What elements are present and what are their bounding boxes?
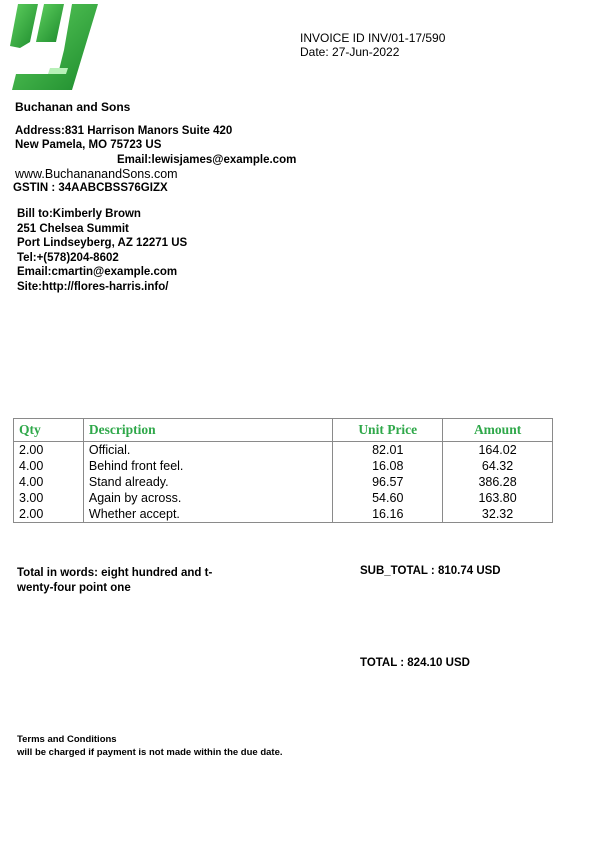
cell-qty: 2.00 [14,506,84,523]
table-row [14,490,553,506]
terms-text: will be charged if payment is not made within the due date. [17,746,283,758]
cell-description: Whether accept. [83,506,332,523]
cell-unit-price: 16.16 [333,506,443,523]
cell-unit-price: 54.60 [333,490,443,506]
table-row [14,458,553,474]
table-row [14,506,553,523]
seller-gstin: GSTIN : 34AABCBSS76GIZX [13,182,168,194]
header-amount: Amount [443,419,553,442]
cell-qty: 2.00 [14,442,84,459]
total-in-words [17,566,237,596]
cell-qty: 4.00 [14,474,84,490]
seller-email: Email:lewisjames@example.com [117,154,297,166]
seller-name: Buchanan and Sons [15,100,131,114]
seller-website[interactable]: www.BuchananandSons.com [15,167,178,181]
cell-unit-price: 96.57 [333,474,443,490]
cell-unit-price: 82.01 [333,442,443,459]
terms-title: Terms and Conditions [17,734,117,745]
bill-to-tel: Tel:+(578)204-8602 [17,251,119,264]
invoice-header [300,31,445,59]
bill-to-street: 251 Chelsea Summit [17,222,129,235]
cell-description: Stand already. [83,474,332,490]
header-qty: Qty [14,419,84,442]
bill-to-email: Email:cmartin@example.com [17,266,178,278]
cell-description: Again by across. [83,490,332,506]
cell-amount: 164.02 [443,442,553,459]
header-description: Description [83,419,332,442]
total-in-words-line2: wenty-four point one [17,582,131,594]
cell-amount: 64.32 [443,458,553,474]
bill-to-site: Site:http://flores-harris.info/ [17,280,169,293]
seller-address-line1: Address:831 Harrison Manors Suite 420 [15,125,233,137]
invoice-date: Date: 27-Jun-2022 [300,45,400,59]
subtotal: SUB_TOTAL : 810.74 USD [360,565,501,577]
total-in-words-line1: Total in words: eight hundred and t- [17,567,213,579]
bill-to-name: Bill to:Kimberly Brown [17,208,141,220]
cell-amount: 163.80 [443,490,553,506]
cell-unit-price: 16.08 [333,458,443,474]
cell-qty: 3.00 [14,490,84,506]
grand-total: TOTAL : 824.10 USD [360,657,470,669]
table-row [14,474,553,490]
terms-and-conditions [17,734,283,759]
cell-qty: 4.00 [14,458,84,474]
bill-to-city: Port Lindseyberg, AZ 12271 US [17,237,188,249]
items-table [13,418,553,523]
table-row [14,442,553,459]
header-unit-price: Unit Price [333,419,443,442]
seller-address-line2: New Pamela, MO 75723 US [15,139,162,151]
cell-description: Official. [83,442,332,459]
bill-to-block [17,207,187,294]
table-header-row [14,419,553,442]
cell-amount: 386.28 [443,474,553,490]
company-logo-icon [10,2,100,90]
invoice-id: INVOICE ID INV/01-17/590 [300,31,446,45]
cell-amount: 32.32 [443,506,553,523]
cell-description: Behind front feel. [83,458,332,474]
